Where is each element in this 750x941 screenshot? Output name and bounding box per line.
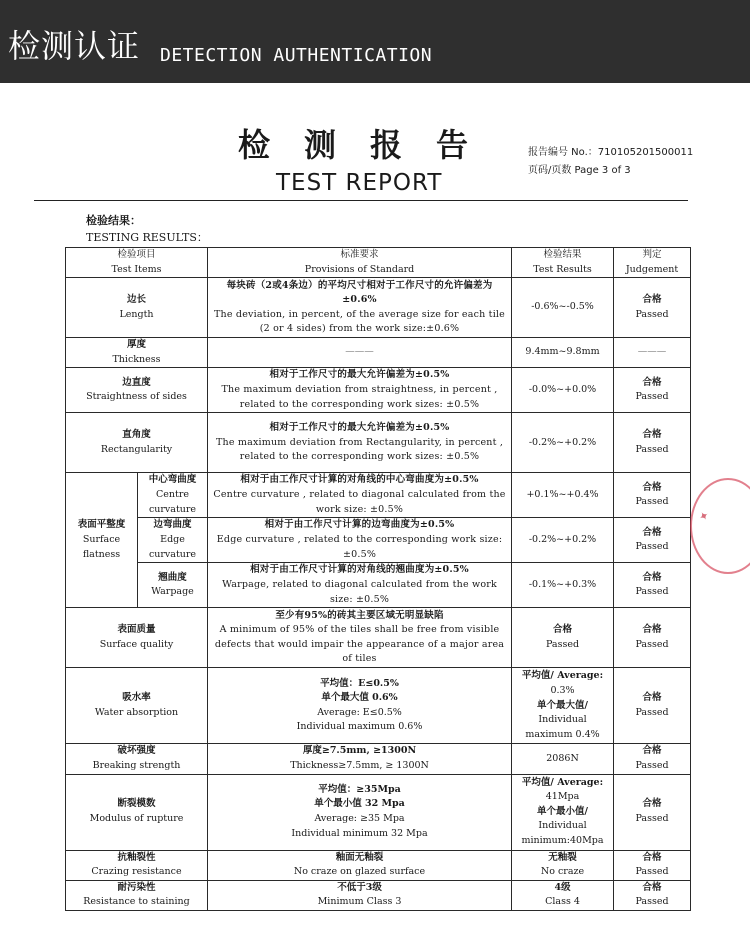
judgement-rectangularity: 合格 Passed bbox=[614, 413, 691, 473]
standard-modulus-of-rupture: 平均值：≥35Mpa 单个最小值 32 Mpa Average: ≥35 Mpa Individual minimum 32 Mpa bbox=[208, 774, 512, 850]
item-water-absorption: 吸水率 Water absorption bbox=[66, 668, 208, 744]
results-table bbox=[65, 247, 691, 911]
header-divider bbox=[34, 200, 688, 201]
header-banner bbox=[0, 0, 750, 83]
result-breaking-strength: 2086N bbox=[512, 744, 614, 774]
standard-centre-curvature: 相对于由工作尺寸计算的对角线的中心弯曲度为±0.5% Centre curvature , related to diagonal calculated from the work size: ±0.5% bbox=[208, 473, 512, 518]
table-row bbox=[66, 880, 691, 910]
result-modulus-of-rupture: 平均值/ Average: 41Mpa 单个最小值/ Individual minimum:40Mpa bbox=[512, 774, 614, 850]
table-row bbox=[66, 563, 691, 608]
standard-straightness: 相对于工作尺寸的最大允许偏差为±0.5% The maximum deviation from straightness, in percent , related to the corresponding work sizes: ±0.5% bbox=[208, 368, 512, 413]
item-breaking-strength: 破坏强度 Breaking strength bbox=[66, 744, 208, 774]
standard-surface-quality: 至少有95%的砖其主要区域无明显缺陷 A minimum of 95% of the tiles shall be free from visible defects that would impair the appearance of a major area of tiles bbox=[208, 608, 512, 668]
page-number: 页码/页数 Page 3 of 3 bbox=[528, 165, 631, 176]
table-header-row bbox=[66, 248, 691, 278]
banner-title-en: DETECTION AUTHENTICATION bbox=[160, 45, 433, 66]
table-row bbox=[66, 368, 691, 413]
report-title-en: TEST REPORT bbox=[276, 170, 443, 196]
standard-rectangularity: 相对于工作尺寸的最大允许偏差为±0.5% The maximum deviation from Rectangularity, in percent , related to the corresponding work sizes: ±0.5% bbox=[208, 413, 512, 473]
judgement-length: 合格 Passed bbox=[614, 278, 691, 338]
result-surface-quality: 合格 Passed bbox=[512, 608, 614, 668]
report-number: 报告编号 No.：710105201500011 bbox=[528, 147, 694, 158]
standard-resistance-to-staining: 不低于3级 Minimum Class 3 bbox=[208, 880, 512, 910]
judgement-water-absorption: 合格 Passed bbox=[614, 668, 691, 744]
item-resistance-to-staining: 耐污染性 Resistance to staining bbox=[66, 880, 208, 910]
standard-crazing-resistance: 釉面无釉裂 No craze on glazed surface bbox=[208, 850, 512, 880]
judgement-straightness: 合格 Passed bbox=[614, 368, 691, 413]
standard-length: 每块砖（2或4条边）的平均尺寸相对于工作尺寸的允许偏差为±0.6% The deviation, in percent, of the average size for each tile (2 or 4 sides) from the work size:±0.6% bbox=[208, 278, 512, 338]
judgement-crazing-resistance: 合格 Passed bbox=[614, 850, 691, 880]
subitem-edge-curvature: 边弯曲度 Edge curvature bbox=[138, 518, 208, 563]
table-row bbox=[66, 668, 691, 744]
banner-title-cn: 检测认证 bbox=[8, 27, 141, 65]
item-rectangularity: 直角度 Rectangularity bbox=[66, 413, 208, 473]
item-crazing-resistance: 抗釉裂性 Crazing resistance bbox=[66, 850, 208, 880]
result-centre-curvature: +0.1%~+0.4% bbox=[512, 473, 614, 518]
judgement-breaking-strength: 合格 Passed bbox=[614, 744, 691, 774]
results-heading-en: TESTING RESULTS： bbox=[86, 231, 208, 244]
judgement-thickness: ——— bbox=[614, 338, 691, 368]
standard-edge-curvature: 相对于由工作尺寸计算的边弯曲度为±0.5% Edge curvature , related to the corresponding work size: ±0.5% bbox=[208, 518, 512, 563]
result-water-absorption: 平均值/ Average: 0.3% 单个最大值/ Individual maximum 0.4% bbox=[512, 668, 614, 744]
table-row bbox=[66, 744, 691, 774]
item-modulus-of-rupture: 断裂模数 Modulus of rupture bbox=[66, 774, 208, 850]
result-warpage: -0.1%~+0.3% bbox=[512, 563, 614, 608]
item-straightness: 边直度 Straightness of sides bbox=[66, 368, 208, 413]
item-thickness: 厚度 Thickness bbox=[66, 338, 208, 368]
item-surface-quality: 表面质量 Surface quality bbox=[66, 608, 208, 668]
judgement-resistance-to-staining: 合格 Passed bbox=[614, 880, 691, 910]
header-test-results: 检验结果 Test Results bbox=[512, 248, 614, 278]
header-judgement: 判定 Judgement bbox=[614, 248, 691, 278]
table-row bbox=[66, 278, 691, 338]
standard-breaking-strength: 厚度≥7.5mm, ≥1300N Thickness≥7.5mm, ≥ 1300N bbox=[208, 744, 512, 774]
result-rectangularity: -0.2%~+0.2% bbox=[512, 413, 614, 473]
subitem-warpage: 翘曲度 Warpage bbox=[138, 563, 208, 608]
seal-glyphs: ✦ bbox=[694, 508, 714, 526]
item-length: 边长 Length bbox=[66, 278, 208, 338]
header-provisions: 标准要求 Provisions of Standard bbox=[208, 248, 512, 278]
table-row bbox=[66, 850, 691, 880]
table-row bbox=[66, 413, 691, 473]
judgement-surface-quality: 合格 Passed bbox=[614, 608, 691, 668]
result-resistance-to-staining: 4级 Class 4 bbox=[512, 880, 614, 910]
result-edge-curvature: -0.2%~+0.2% bbox=[512, 518, 614, 563]
judgement-edge-curvature: 合格 Passed bbox=[614, 518, 691, 563]
table-row bbox=[66, 473, 691, 518]
table-row bbox=[66, 518, 691, 563]
table-row bbox=[66, 774, 691, 850]
judgement-centre-curvature: 合格 Passed bbox=[614, 473, 691, 518]
standard-water-absorption: 平均值：E≤0.5% 单个最大值 0.6% Average: E≤0.5% Individual maximum 0.6% bbox=[208, 668, 512, 744]
result-straightness: -0.0%~+0.0% bbox=[512, 368, 614, 413]
table-row bbox=[66, 608, 691, 668]
subitem-centre-curvature: 中心弯曲度 Centre curvature bbox=[138, 473, 208, 518]
standard-thickness: ——— bbox=[208, 338, 512, 368]
judgement-modulus-of-rupture: 合格 Passed bbox=[614, 774, 691, 850]
results-heading-cn: 检验结果： bbox=[86, 214, 141, 227]
result-thickness: 9.4mm~9.8mm bbox=[512, 338, 614, 368]
item-surface-flatness: 表面平整度 Surface flatness bbox=[66, 473, 138, 608]
result-length: -0.6%~-0.5% bbox=[512, 278, 614, 338]
header-test-items: 检验项目 Test Items bbox=[66, 248, 208, 278]
official-seal-stamp bbox=[690, 478, 750, 574]
judgement-warpage: 合格 Passed bbox=[614, 563, 691, 608]
table-row bbox=[66, 338, 691, 368]
result-crazing-resistance: 无釉裂 No craze bbox=[512, 850, 614, 880]
standard-warpage: 相对于由工作尺寸计算的对角线的翘曲度为±0.5% Warpage, related to diagonal calculated from the work size: ±0.5% bbox=[208, 563, 512, 608]
report-title-cn: 检测报告 bbox=[238, 126, 503, 164]
